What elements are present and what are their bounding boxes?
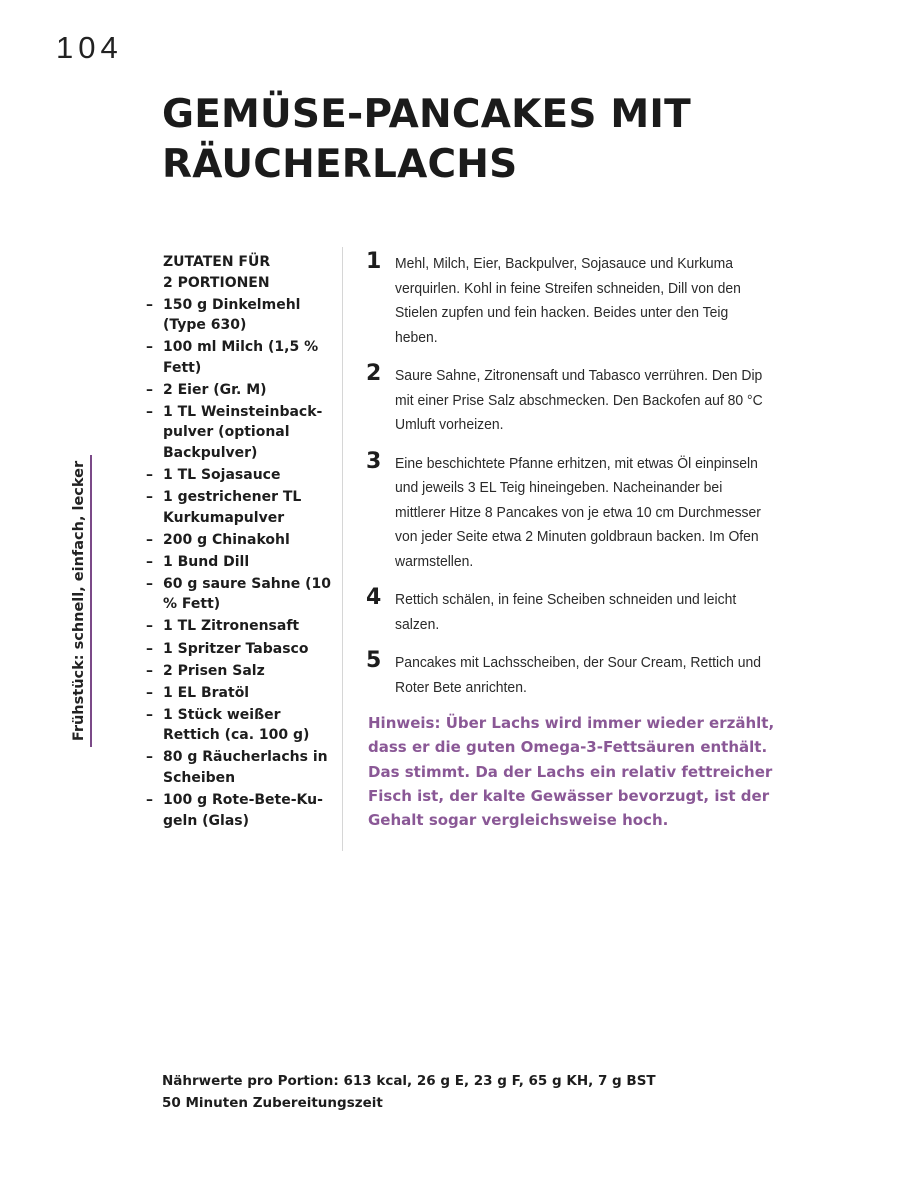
nutrition-values: Nährwerte pro Portion: 613 kcal, 26 g E, 23 g F, 65 g KH, 7 g BST bbox=[162, 1073, 656, 1089]
step-5 bbox=[366, 648, 796, 700]
step-number: 1 bbox=[366, 249, 382, 274]
ingredients-panel bbox=[146, 252, 336, 831]
salmon-note: Hinweis: Über Lachs wird immer wieder erzählt, dass er die guten Omega-3-Fettsäuren enthält. Das stimmt. Da der Lachs ein relativ fettreicher Fisch ist, der kalte Gewässer bevorzugt, ist der Gehalt sogar vergleichsweise hoch. bbox=[368, 714, 775, 830]
preparation-time: 50 Minuten Zubereitungszeit bbox=[162, 1095, 383, 1111]
ingredients-heading-line: 2 PORTIONEN bbox=[163, 274, 270, 291]
ingredients-heading-line: ZUTATEN FÜR bbox=[163, 254, 271, 270]
step-text: Rettich schälen, in feine Scheiben schneiden und leicht salzen. bbox=[395, 591, 737, 633]
step-text: Mehl, Milch, Eier, Backpulver, Sojasauce und Kurkuma verquirlen. Kohl in feine Streifen schneiden, Dill von den Stielen zupfen und fein hacken. Beides unter den Teig heben. bbox=[395, 255, 741, 346]
category-tag-text: Frühstück: schnell, einfach, lecker bbox=[71, 460, 87, 742]
ingredient-item: – 80 g Räucherlachs in Scheiben bbox=[146, 747, 336, 788]
step-number: 4 bbox=[366, 585, 382, 610]
ingredients-heading bbox=[146, 252, 336, 293]
step-1 bbox=[366, 249, 796, 350]
ingredient-item: – 1 EL Bratöl bbox=[146, 683, 336, 704]
step-3 bbox=[366, 448, 796, 575]
ingredient-item: – 100 g Rote-Bete-Ku-geln (Glas) bbox=[146, 790, 336, 831]
step-number: 2 bbox=[366, 361, 382, 386]
ingredient-item: – 200 g Chinakohl bbox=[146, 530, 336, 551]
ingredient-item: – 100 ml Milch (1,5 % Fett) bbox=[146, 337, 336, 378]
ingredient-item: – 150 g Dinkelmehl (Type 630) bbox=[146, 295, 336, 336]
recipe-title: GEMÜSE-PANCAKES MIT RÄUCHERLACHS bbox=[162, 92, 691, 187]
ingredient-item: – 1 TL Weinsteinback-pulver (optional Backpulver) bbox=[146, 402, 336, 464]
ingredient-item: – 2 Eier (Gr. M) bbox=[146, 380, 336, 401]
nutrition-info bbox=[162, 1070, 862, 1114]
ingredient-item: – 2 Prisen Salz bbox=[146, 661, 336, 682]
category-tag bbox=[70, 455, 88, 747]
ingredient-item: – 1 Spritzer Tabasco bbox=[146, 639, 336, 660]
step-number: 5 bbox=[366, 648, 382, 673]
step-text: Pancakes mit Lachsscheiben, der Sour Cream, Rettich und Roter Bete anrichten. bbox=[395, 654, 761, 696]
ingredients-list bbox=[146, 295, 336, 831]
ingredient-item: – 1 Bund Dill bbox=[146, 552, 336, 573]
ingredient-item: – 60 g saure Sahne (10 % Fett) bbox=[146, 574, 336, 615]
page-number: 104 bbox=[56, 30, 123, 65]
category-accent-rule bbox=[90, 455, 92, 747]
step-2 bbox=[366, 361, 796, 438]
step-number: 3 bbox=[366, 448, 382, 474]
ingredient-item: – 1 TL Sojasauce bbox=[146, 465, 336, 486]
column-divider bbox=[342, 247, 343, 851]
step-text: Saure Sahne, Zitronensaft und Tabasco verrühren. Den Dip mit einer Prise Salz abschmecken. Den Backofen auf 80 °C Umluft vorheizen. bbox=[395, 367, 763, 433]
ingredient-item: – 1 Stück weißer Rettich (ca. 100 g) bbox=[146, 705, 336, 746]
step-text: Eine beschichtete Pfanne erhitzen, mit etwas Öl einpinseln und jeweils 3 EL Teig hineingeben. Nacheinander bei mittlerer Hitze 8 Pancakes von je etwa 10 cm Durchmesser von jeder Seite etwa 2 Minuten goldbraun backen. Im Ofen warmstellen. bbox=[395, 454, 761, 570]
step-4 bbox=[366, 585, 796, 637]
preparation-steps bbox=[366, 249, 796, 714]
ingredient-item: – 1 TL Zitronensaft bbox=[146, 616, 336, 637]
ingredient-item: – 1 gestrichener TL Kurkumapulver bbox=[146, 487, 336, 528]
